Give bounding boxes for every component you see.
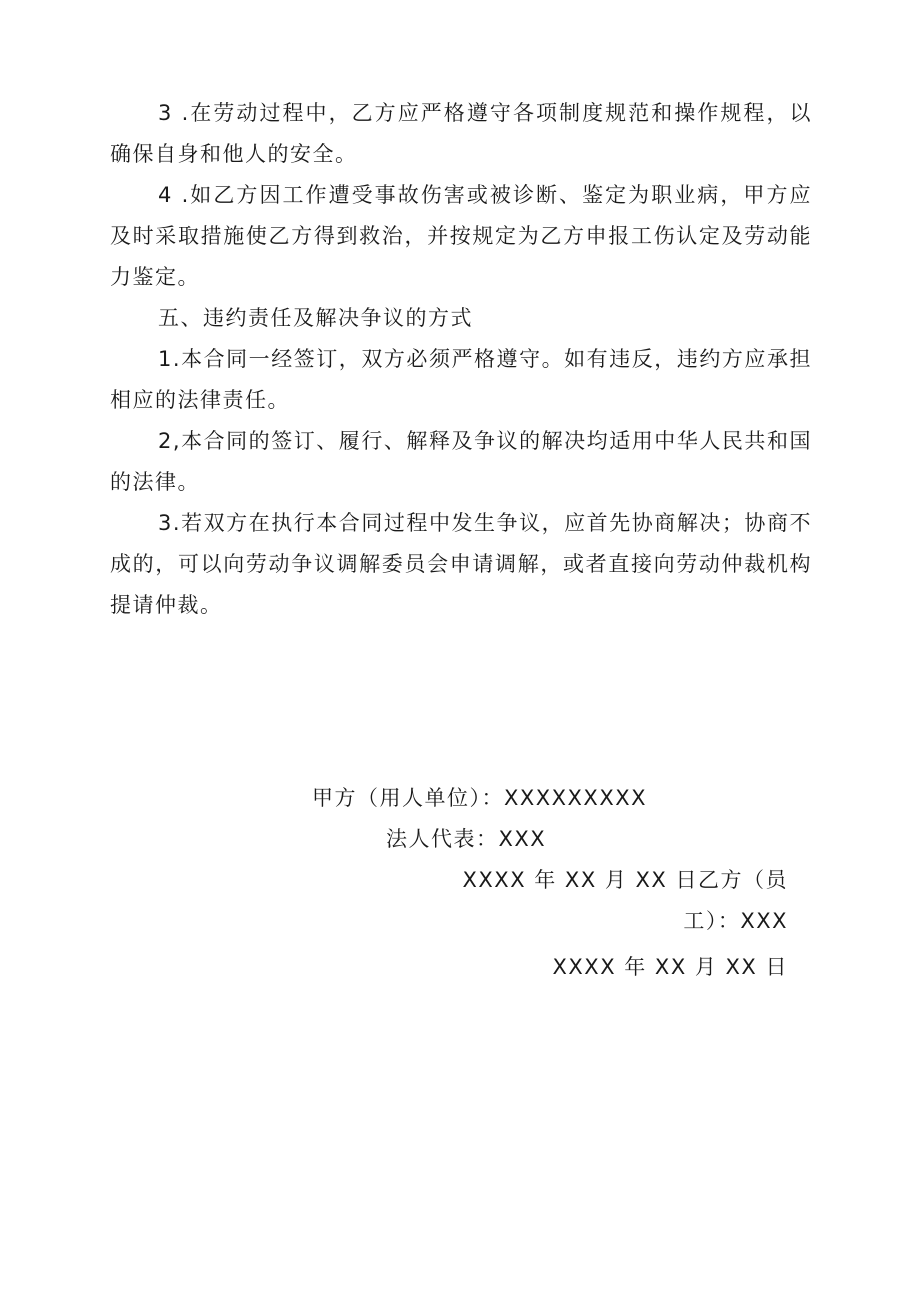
section-5-heading: [110, 298, 812, 339]
clause-5-2-text: 2,本合同的签订、履行、解释及争议的解决均适用中华人民共和国的法律。: [110, 429, 812, 494]
clause-5-2: [110, 421, 812, 503]
date-party-b-line1: XXXX 年 XX 月 XX 日乙方（员: [462, 868, 788, 892]
section-5-heading-text: 五、违约责任及解决争议的方式: [158, 306, 473, 330]
clause-4-3: [110, 93, 812, 175]
clause-5-1: [110, 339, 812, 421]
clause-4-4: [110, 175, 812, 298]
party-a-signature: 甲方（用人单位）：XXXXXXXXX: [312, 786, 647, 810]
date-party-b: XXXX 年 XX 月 XX 日: [552, 955, 788, 979]
clause-4-3-text: 3 .在劳动过程中，乙方应严格遵守各项制度规范和操作规程，以确保自身和他人的安全。: [110, 101, 812, 166]
party-b-signature: 工）：XXX: [683, 909, 788, 933]
clause-5-1-text: 1.本合同一经签订，双方必须严格遵守。如有违反，违约方应承担相应的法律责任。: [110, 347, 812, 412]
legal-representative: 法人代表：XXX: [386, 827, 547, 851]
clause-4-4-text: 4 .如乙方因工作遭受事故伤害或被诊断、鉴定为职业病，甲方应及时采取措施使乙方得到救治，并按规定为乙方申报工伤认定及劳动能力鉴定。: [110, 183, 812, 289]
clause-5-3: [110, 503, 812, 626]
clause-5-3-text: 3.若双方在执行本合同过程中发生争议，应首先协商解决；协商不成的，可以向劳动争议调解委员会申请调解，或者直接向劳动仲裁机构提请仲裁。: [110, 511, 812, 617]
